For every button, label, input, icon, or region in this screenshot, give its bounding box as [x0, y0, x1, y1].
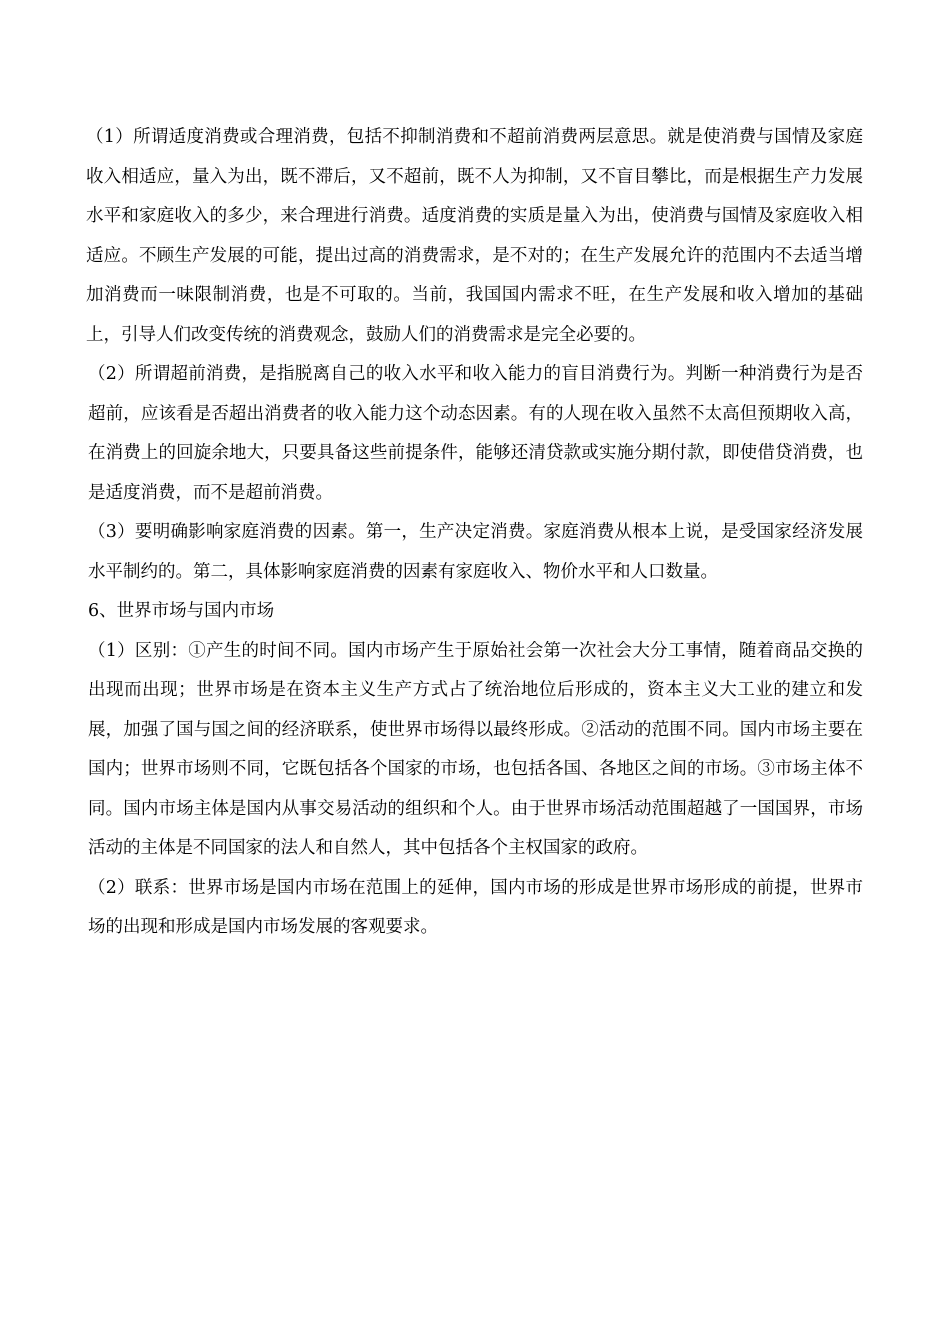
- document-body: [88, 118, 863, 948]
- paragraph-market-connection: （2）联系：世界市场是国内市场在范围上的延伸，国内市场的形成是世界市场形成的前提，世界市场的出现和形成是国内市场发展的客观要求。: [88, 877, 863, 937]
- paragraph-advance-consumption: （2）所谓超前消费，是指脱离自己的收入水平和收入能力的盲目消费行为。判断一种消费行为是否超前，应该看是否超出消费者的收入能力这个动态因素。有的人现在收入虽然不太高但预期收入高，在消费上的回旋余地大，只要具备这些前提条件，能够还清贷款或实施分期付款，即使借贷消费，也是适度消费，而不是超前消费。: [88, 364, 863, 503]
- paragraph-family-consumption-factors: （3）要明确影响家庭消费的因素。第一，生产决定消费。家庭消费从根本上说，是受国家经济发展水平制约的。第二，具体影响家庭消费的因素有家庭收入、物价水平和人口数量。: [88, 522, 863, 582]
- paragraph-moderate-consumption: （1）所谓适度消费或合理消费，包括不抑制消费和不超前消费两层意思。就是使消费与国情及家庭收入相适应，量入为出，既不滞后，又不超前，既不人为抑制，又不盲目攀比，而是根据生产力发展水平和家庭收入的多少，来合理进行消费。适度消费的实质是量入为出，使消费与国情及家庭收入相适应。不顾生产发展的可能，提出过高的消费需求，是不对的；在生产发展允许的范围内不去适当增加消费而一味限制消费，也是不可取的。当前，我国国内需求不旺，在生产发展和收入增加的基础上，引导人们改变传统的消费观念，鼓励人们的消费需求是完全必要的。: [86, 127, 863, 345]
- section-heading-world-market: 6、世界市场与国内市场: [88, 601, 275, 621]
- paragraph-market-differences: （1）区别：①产生的时间不同。国内市场产生于原始社会第一次社会大分工事情，随着商品交换的出现而出现；世界市场是在资本主义生产方式占了统治地位后形成的，资本主义大工业的建立和发展，加强了国与国之间的经济联系，使世界市场得以最终形成。②活动的范围不同。国内市场主要在国内；世界市场则不同，它既包括各个国家的市场，也包括各国、各地区之间的市场。③市场主体不同。国内市场主体是国内从事交易活动的组织和个人。由于世界市场活动范围超越了一国国界，市场活动的主体是不同国家的法人和自然人，其中包括各个主权国家的政府。: [88, 640, 863, 858]
